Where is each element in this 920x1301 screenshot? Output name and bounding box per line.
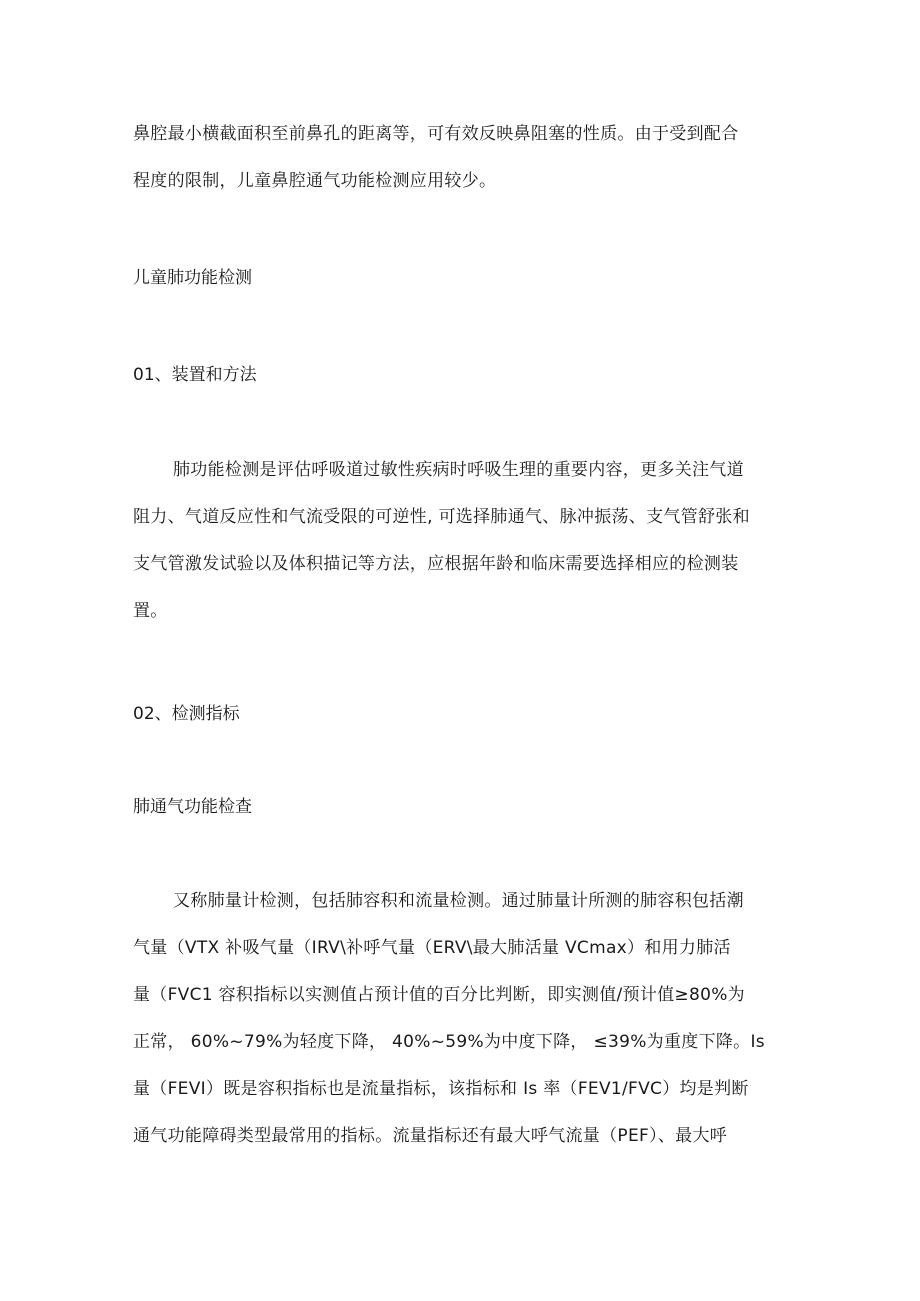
section-title-indicators: 02、检测指标 <box>133 704 240 724</box>
paragraph-line: 量（FVC1 容积指标以实测值占预计值的百分比判断，即实测值/预计值≥80%为 <box>133 985 745 1005</box>
paragraph-spirometry <box>133 878 793 1160</box>
paragraph-line: 通气功能障碍类型最常用的指标。流量指标还有最大呼气流量（PEF）、最大呼 <box>133 1126 728 1146</box>
paragraph-pulmonary-function <box>133 447 793 635</box>
paragraph-line: 鼻腔最小横截面积至前鼻孔的距离等，可有效反映鼻阻塞的性质。由于受到配合 <box>133 124 739 144</box>
paragraph-line: 阻力、气道反应性和气流受限的可逆性, 可选择肺通气、脉冲振荡、支气管舒张和 <box>133 507 750 527</box>
paragraph-line: 量（FEVI）既是容积指标也是流量指标，该指标和 Is 率（FEV1/FVC）均是判断 <box>133 1079 749 1099</box>
section-title-ventilation-exam: 肺通气功能检查 <box>133 797 252 817</box>
section-title-devices-methods: 01、装置和方法 <box>133 365 257 385</box>
paragraph-line: 正常， 60%~79%为轻度下降， 40%~59%为中度下降， ≤39%为重度下降。Is <box>133 1032 765 1052</box>
paragraph-line: 气量（VTX 补吸气量（IRV\补呼气量（ERV\最大肺活量 VCmax）和用力肺活 <box>133 938 731 958</box>
paragraph-nasal-ventilation <box>133 111 793 205</box>
paragraph-line: 支气管激发试验以及体积描记等方法，应根据年龄和临床需要选择相应的检测装 <box>133 554 739 574</box>
paragraph-line: 又称肺量计检测，包括肺容积和流量检测。通过肺量计所测的肺容积包括潮 <box>173 891 744 911</box>
paragraph-line: 程度的限制，儿童鼻腔通气功能检测应用较少。 <box>133 171 497 191</box>
paragraph-line: 置。 <box>133 601 168 621</box>
paragraph-line: 肺功能检测是评估呼吸道过敏性疾病时呼吸生理的重要内容，更多关注气道 <box>173 460 744 480</box>
section-title-pulmonary-function: 儿童肺功能检测 <box>133 268 252 288</box>
